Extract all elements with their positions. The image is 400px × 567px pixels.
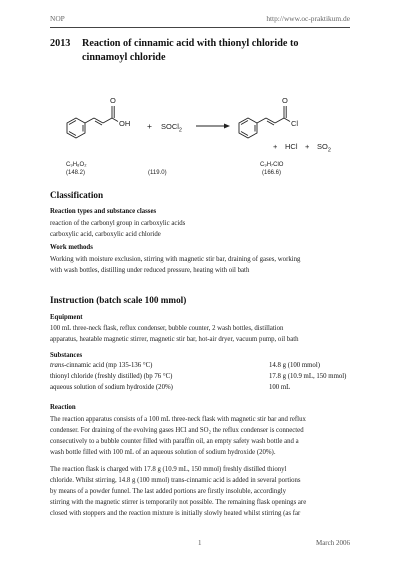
- substances-heading: Substances: [50, 352, 83, 359]
- reaction-paragraph-1: [50, 414, 350, 458]
- header-url-link[interactable]: http://www.oc-praktikum.de: [266, 14, 350, 23]
- work-methods-line-2: with wash bottles, distilling under reduced pressure, heating with oil bath: [50, 267, 250, 274]
- title-line-1: Reaction of cinnamic acid with thionyl chloride to: [82, 38, 299, 49]
- reaction-p1-line: condenser. For draining of the evolving gases HCl and SO₂ the reflux condenser is connected: [50, 427, 304, 435]
- product-carbonyl-oxygen: O: [282, 96, 288, 105]
- reagent-subscript: 2: [178, 127, 182, 134]
- equipment-line-2: apparatus, heatable magnetic stirrer, magnetic stir bar, hot-air dryer, vacuum pump, oil bath: [50, 336, 299, 344]
- reaction-type-line-1: reaction of the carbonyl group in carboxylic acids: [50, 220, 186, 227]
- reactant-hydroxyl: OH: [119, 119, 131, 128]
- equipment-line-1: 100 mL three-neck flask, reflux condenser, bubble counter, 2 wash bottles, distillation: [50, 325, 284, 332]
- substance-amount: 100 mL: [269, 384, 291, 391]
- substance-amount: 17.8 g (10.9 mL, 150 mmol): [269, 373, 347, 380]
- header-divider: [50, 27, 350, 28]
- reaction-types-heading: Reaction types and substance classes: [50, 208, 157, 215]
- thionyl-chloride-label: [161, 122, 182, 134]
- reagent-formula: SOCl: [161, 122, 179, 131]
- product-formula: C₉H₇ClO: [260, 162, 284, 168]
- reaction-p2-line: chloride. Whilst stirring, 14.8 g (100 mmol) trans-cinnamic acid is added in several portions: [50, 477, 301, 485]
- reagent-mass: (119.0): [148, 170, 167, 176]
- reaction-p2-line: The reaction flask is charged with 17.8 g (10.9 mL, 150 mmol) freshly distilled thionyl: [50, 466, 287, 473]
- cinnamic-acid-structure: [67, 106, 118, 138]
- title-line-2: cinnamoyl chloride: [82, 51, 166, 63]
- reaction-p1-line: consecutively to a bubble counter filled with paraffin oil, an empty safety wash bottle and a: [50, 438, 299, 446]
- substance-amount: 14.8 g (100 mmol): [269, 362, 320, 369]
- work-methods-heading: Work methods: [50, 244, 93, 251]
- reaction-p1-line: wash bottle filled with 100 mL of an aqueous solution of sodium hydroxide (20%).: [50, 449, 276, 457]
- plus-sign-2: +: [273, 142, 278, 151]
- classification-heading: Classification: [50, 190, 104, 200]
- reaction-heading: Reaction: [50, 404, 76, 411]
- plus-sign-1: +: [147, 121, 152, 131]
- byproduct-so2-subscript: 2: [327, 147, 331, 154]
- reaction-p2-line: closed with stoppers and the reaction mixture is initially slowly heated whilst stirring (as far: [50, 510, 301, 518]
- reaction-scheme: [40, 86, 360, 186]
- reaction-p2-line: stirring with the magnetic stirrer is temporarily not possible. The remaining flask openings are: [50, 499, 307, 507]
- reaction-p1-line: The reaction apparatus consists of a 100 mL three-neck flask with magnetic stir bar and reflux: [50, 416, 306, 423]
- reaction-type-line-2: carboxylic acid, carboxylic acid chloride: [50, 231, 161, 238]
- page-number: 1: [198, 539, 202, 547]
- cinnamoyl-chloride-structure: [239, 106, 290, 138]
- reaction-paragraph-2: [50, 464, 350, 519]
- equipment-list: [50, 323, 350, 345]
- substance-name-italic: trans: [50, 362, 64, 369]
- product-mass: (166.6): [262, 170, 282, 176]
- byproduct-so2-label: [317, 142, 331, 154]
- substance-name: thionyl chloride (freshly distilled) (bp 76 °C): [50, 373, 173, 380]
- substance-name: -cinnamic acid (mp 135-136 °C): [63, 362, 153, 369]
- reactant-mass: (148.2): [66, 170, 86, 176]
- reactant-formula: C₉H₈O₂: [66, 162, 87, 168]
- title-number: 2013: [50, 38, 71, 49]
- product-chlorine: Cl: [291, 119, 299, 128]
- plus-sign-3: +: [305, 142, 310, 151]
- substance-name: aqueous solution of sodium hydroxide (20%): [50, 384, 173, 391]
- reaction-p2-line: by means of a powder funnel. The last added portions are firstly insoluble, accordingly: [50, 488, 287, 496]
- reactant-carbonyl-oxygen: O: [110, 96, 116, 105]
- reaction-arrow: [196, 124, 230, 129]
- equipment-heading: Equipment: [50, 314, 83, 321]
- work-methods-line-1: Working with moisture exclusion, stirring with magnetic stir bar, draining of gases, working: [50, 256, 301, 263]
- byproduct-so2: SO: [317, 142, 328, 151]
- footer-date: March 2006: [315, 539, 350, 547]
- instruction-heading: Instruction (batch scale 100 mmol): [50, 295, 187, 305]
- byproduct-hcl: HCl: [285, 142, 298, 151]
- header-left: NOP: [50, 14, 65, 23]
